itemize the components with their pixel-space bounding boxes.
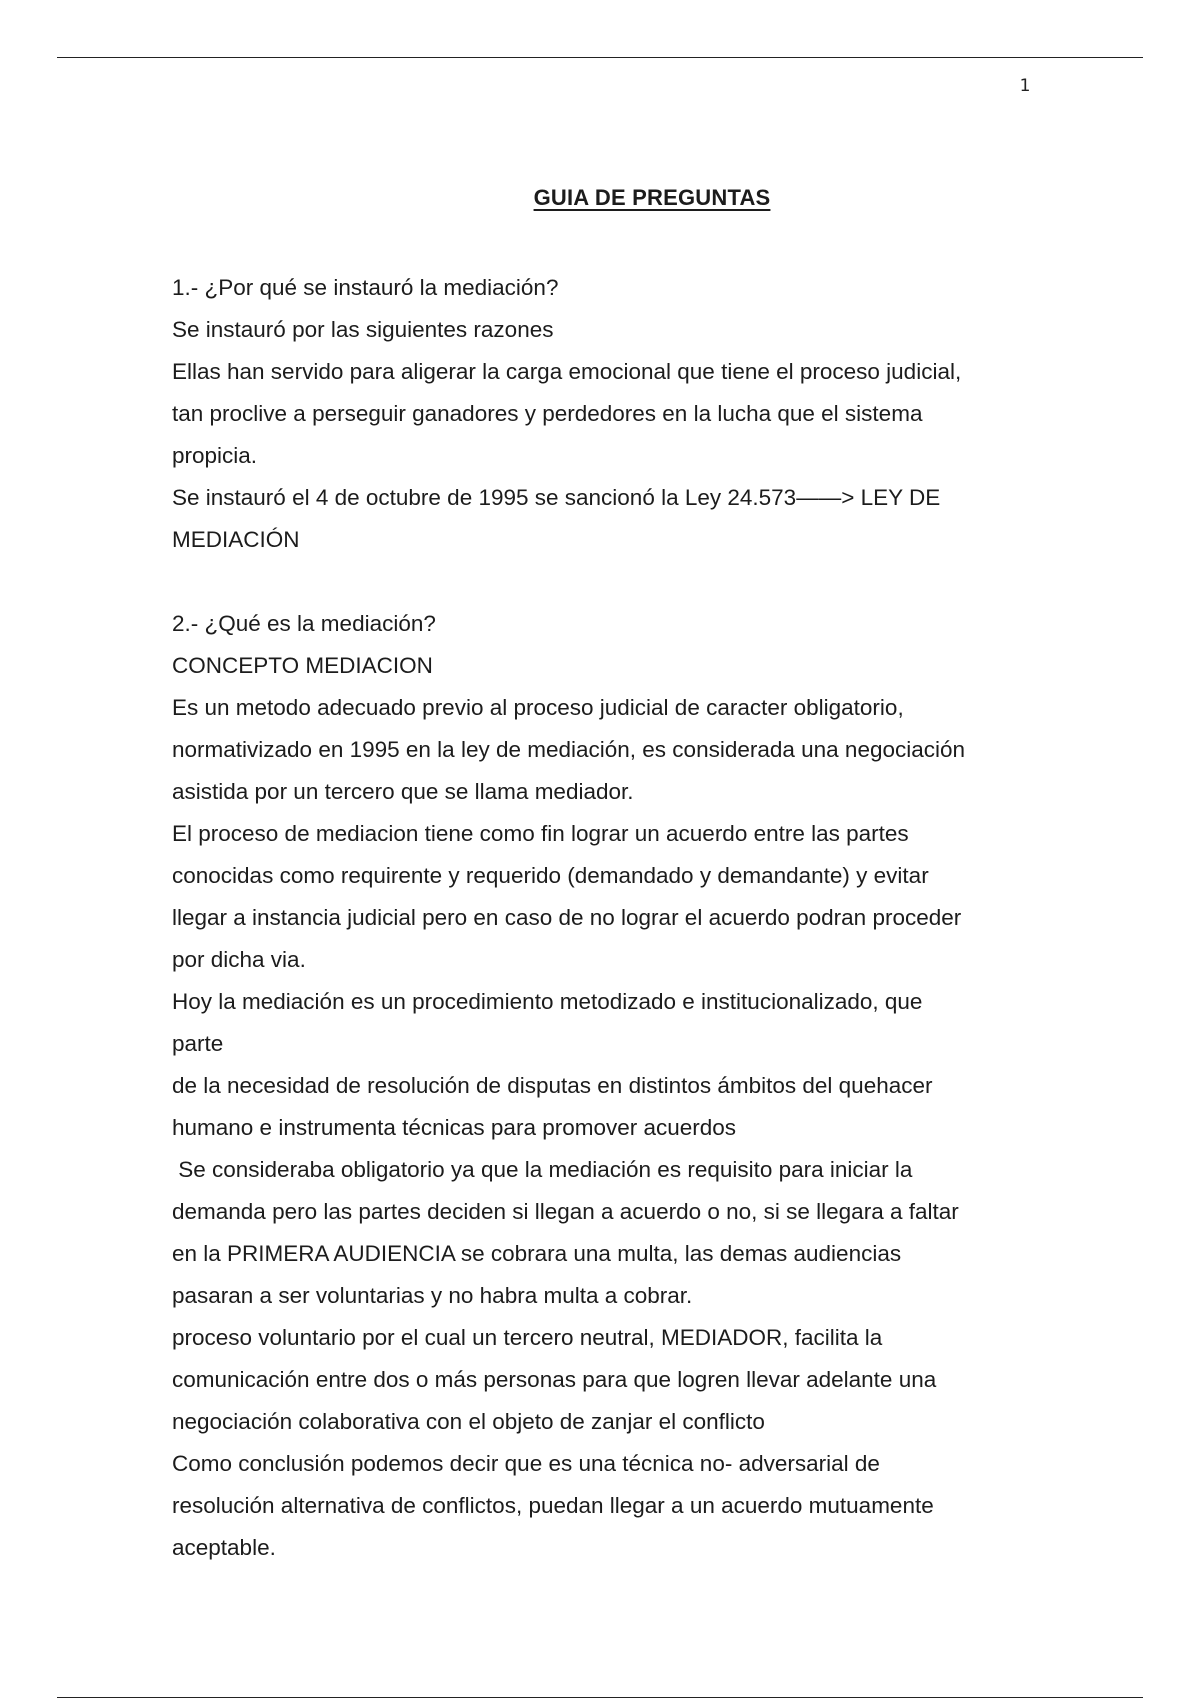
answer-2-line: pasaran a ser voluntarias y no habra multa a cobrar. bbox=[172, 1283, 693, 1308]
answer-1-line: MEDIACIÓN bbox=[172, 527, 300, 552]
answer-2-line: CONCEPTO MEDIACION bbox=[172, 653, 433, 678]
answer-1-line: Ellas han servido para aligerar la carga emocional que tiene el proceso judicial, bbox=[172, 359, 962, 384]
answer-1-line: Se instauró el 4 de octubre de 1995 se sancionó la Ley 24.573——> LEY DE bbox=[172, 485, 941, 510]
answer-2-line: parte bbox=[172, 1031, 224, 1056]
document-title-container bbox=[0, 185, 1200, 211]
answer-2-line: comunicación entre dos o más personas para que logren llevar adelante una bbox=[172, 1367, 937, 1392]
answer-2-line: Es un metodo adecuado previo al proceso judicial de caracter obligatorio, bbox=[172, 695, 904, 720]
answer-2-line: proceso voluntario por el cual un tercero neutral, MEDIADOR, facilita la bbox=[172, 1325, 883, 1350]
answer-1-line: Se instauró por las siguientes razones bbox=[172, 317, 554, 342]
answer-2-line: resolución alternativa de conflictos, puedan llegar a un acuerdo mutuamente bbox=[172, 1493, 934, 1518]
answer-2-line: aceptable. bbox=[172, 1535, 276, 1560]
answer-2-line: negociación colaborativa con el objeto de zanjar el conflicto bbox=[172, 1409, 765, 1434]
answer-2-line: normativizado en 1995 en la ley de mediación, es considerada una negociación bbox=[172, 737, 966, 762]
answer-2-line: Se consideraba obligatorio ya que la mediación es requisito para iniciar la bbox=[172, 1157, 913, 1182]
answer-2-line: Como conclusión podemos decir que es una técnica no- adversarial de bbox=[172, 1451, 880, 1476]
answer-1-line: propicia. bbox=[172, 443, 258, 468]
question-2: 2.- ¿Qué es la mediación? bbox=[172, 611, 436, 636]
header-rule bbox=[57, 57, 1143, 58]
answer-2-line: llegar a instancia judicial pero en caso de no lograr el acuerdo podran proceder bbox=[172, 905, 962, 930]
answer-2-line: Hoy la mediación es un procedimiento metodizado e institucionalizado, que bbox=[172, 989, 923, 1014]
section-spacer bbox=[172, 561, 1072, 603]
answer-2-line: asistida por un tercero que se llama mediador. bbox=[172, 779, 634, 804]
answer-2-line: de la necesidad de resolución de disputas en distintos ámbitos del quehacer bbox=[172, 1073, 933, 1098]
answer-2-line: en la PRIMERA AUDIENCIA se cobrara una multa, las demas audiencias bbox=[172, 1241, 902, 1266]
answer-2-line: por dicha via. bbox=[172, 947, 306, 972]
answer-2-line: humano e instrumenta técnicas para promover acuerdos bbox=[172, 1115, 737, 1140]
footer-rule bbox=[57, 1697, 1143, 1698]
document-body bbox=[172, 267, 1072, 1569]
answer-2-line: El proceso de mediacion tiene como fin lograr un acuerdo entre las partes bbox=[172, 821, 909, 846]
question-1: 1.- ¿Por qué se instauró la mediación? bbox=[172, 275, 559, 300]
answer-1-line: tan proclive a perseguir ganadores y perdedores en la lucha que el sistema bbox=[172, 401, 923, 426]
document-title: GUIA DE PREGUNTAS bbox=[533, 185, 771, 210]
page-number: 1 bbox=[1019, 76, 1031, 96]
answer-2-line: conocidas como requirente y requerido (demandado y demandante) y evitar bbox=[172, 863, 929, 888]
answer-2-line: demanda pero las partes deciden si llegan a acuerdo o no, si se llegara a faltar bbox=[172, 1199, 959, 1224]
